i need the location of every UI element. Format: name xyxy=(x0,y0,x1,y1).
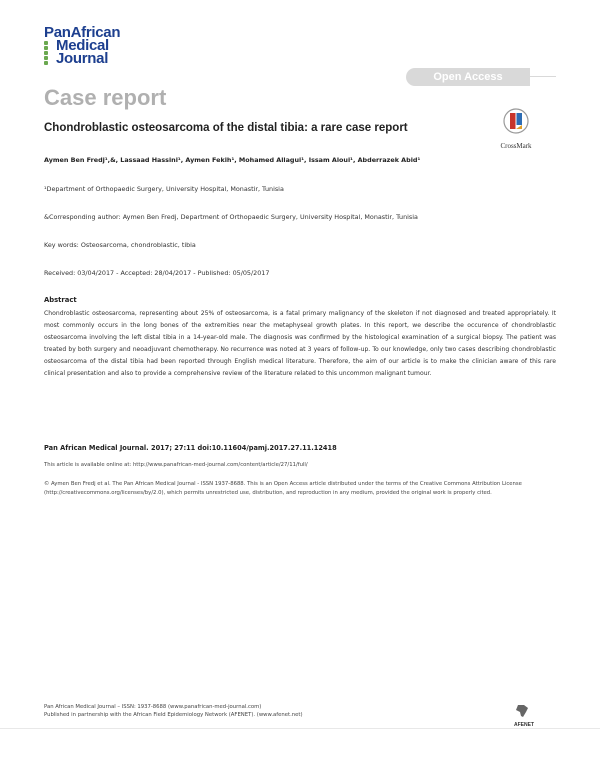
africa-map-icon xyxy=(514,704,530,718)
afenet-logo xyxy=(514,703,554,728)
article-title: Chondroblastic osteosarcoma of the distal tibia: a rare case report xyxy=(44,122,408,134)
open-access-badge: Open Access xyxy=(406,68,530,86)
page-footer xyxy=(44,703,464,719)
footer-issn[interactable]: Pan African Medical Journal – ISSN: 1937-8688 (www.panafrican-med-journal.com) xyxy=(44,704,262,710)
logo-mark-icon xyxy=(44,40,54,70)
online-availability[interactable]: This article is available online at: http://www.panafrican-med-journal.com/content/article/27/11/full/ xyxy=(44,462,308,468)
header-rule xyxy=(530,76,556,77)
footer-partnership[interactable]: Published in partnership with the African Field Epidemiology Network (AFENET). (www.afenet.net) xyxy=(44,712,303,718)
corresponding-author: &Corresponding author: Aymen Ben Fredj, Department of Orthopaedic Surgery, University Hospital, Monastir, Tunisia xyxy=(44,213,418,221)
crossmark-badge[interactable] xyxy=(496,108,536,150)
crossmark-icon xyxy=(503,108,529,138)
citation: Pan African Medical Journal. 2017; 27:11 doi:10.11604/pamj.2017.27.11.12418 xyxy=(44,444,337,452)
keywords: Key words: Osteosarcoma, chondroblastic, tibia xyxy=(44,241,196,249)
afenet-label: AFENET xyxy=(514,722,534,728)
logo-line-1: PanAfrican xyxy=(44,24,121,41)
section-label: Case report xyxy=(44,85,167,110)
copyright-notice: © Aymen Ben Fredj et al. The Pan African Medical Journal - ISSN 1937-8688. This is an Open Access article distributed under the terms of the Creative Commons Attribution License (http://creativecommons.org/licenses/by/2.0), which permits unrestricted use, distribution, and reproduction in any medium, provided the original work is properly cited. xyxy=(44,481,522,496)
abstract-heading: Abstract xyxy=(44,296,77,304)
abstract-body: Chondroblastic osteosarcoma, representing about 25% of osteosarcoma, is a fatal primary malignancy of the skeleton if not diagnosed and treated appropriately. It most commonly occurs in the long bones of the extremities near the metaphyseal growth plates. In this report, we describe the occurence of chondroblastic osteosarcoma involving the left distal tibia in a 14-year-old male. The diagnosis was confirmed by the histological examination of a surgical biopsy. The patient was treated by both surgery and neoadjuvant chemotherapy. No recurrence was noted at 3 years of follow-up. To our knowledge, only two cases describing chondroblastic osteosarcoma of the distal tibia had been reported through English medical literature. Therefore, the aim of our article is to make the clinician aware of this rare clinical presentation and also to provide a comprehensive review of the literature related to this uncommon malignant tumour. xyxy=(44,310,556,377)
crossmark-label: CrossMark xyxy=(500,142,532,150)
logo-line-3: Journal xyxy=(56,50,109,67)
logo-line-2: Medical xyxy=(56,37,109,54)
journal-logo xyxy=(44,26,154,76)
publication-dates: Received: 03/04/2017 - Accepted: 28/04/2017 - Published: 05/05/2017 xyxy=(44,269,270,277)
footer-rule xyxy=(0,728,600,729)
author-list: Aymen Ben Fredj¹,&, Lassaad Hassini¹, Aymen Fekih¹, Mohamed Allagui¹, Issam Aloui¹, Abderrazek Abid¹ xyxy=(44,156,421,164)
affiliation: ¹Department of Orthopaedic Surgery, University Hospital, Monastir, Tunisia xyxy=(44,185,284,193)
